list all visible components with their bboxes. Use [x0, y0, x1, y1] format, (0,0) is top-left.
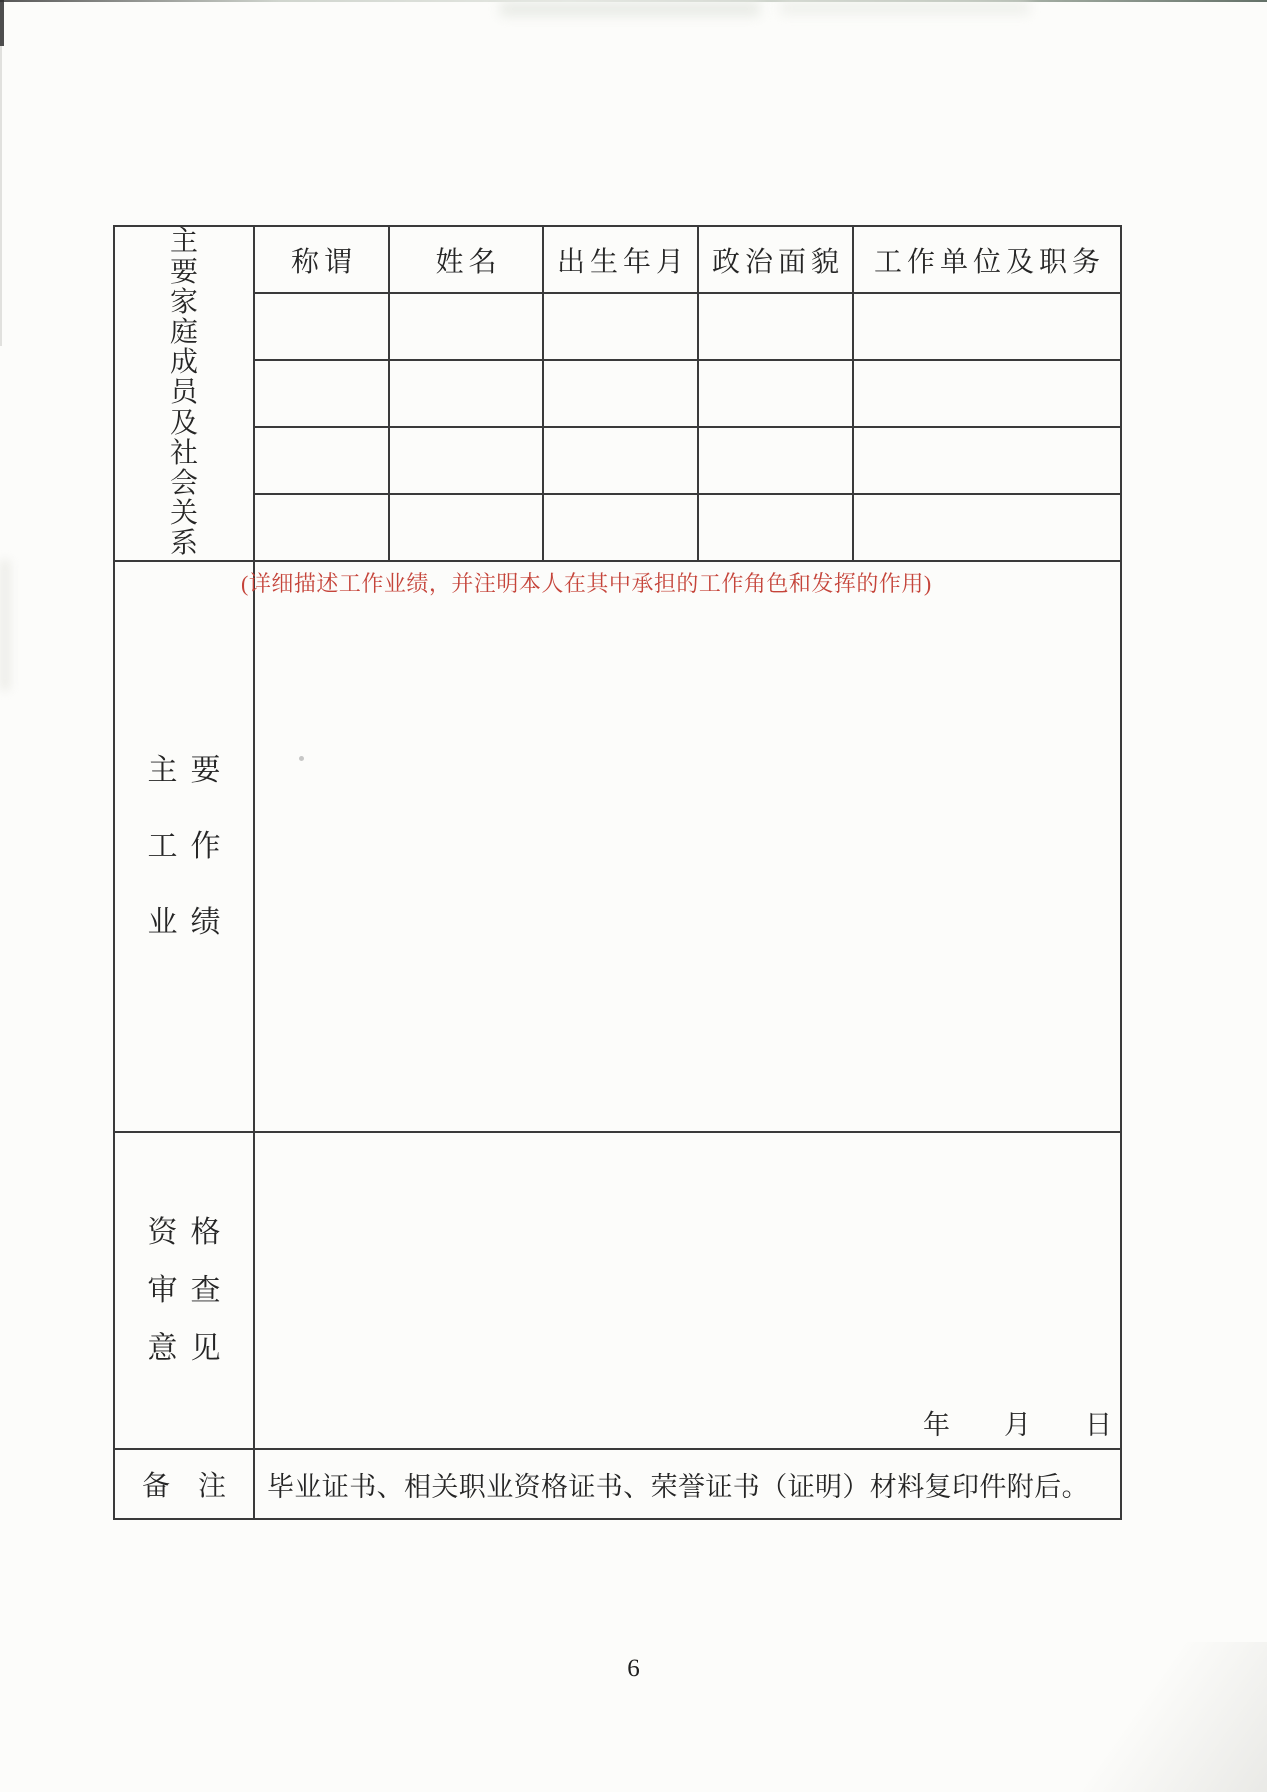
- form-table: [113, 225, 1122, 1520]
- family-section-label: 主要家庭成员及社会关系: [169, 226, 198, 560]
- family-table-cell: [854, 294, 1120, 361]
- review-section-label-line: 资格: [147, 1215, 234, 1249]
- family-table-cell: [544, 294, 699, 361]
- remarks-text: 毕业证书、相关职业资格证书、荣誉证书（证明）材料复印件附后。: [267, 1471, 1089, 1502]
- work-section-content-area: [241, 562, 1120, 1133]
- family-table-cell: [255, 361, 390, 428]
- work-section-label-cell: [115, 562, 255, 1133]
- scan-smudge: [780, 2, 1030, 14]
- work-section-label-line: 主要: [147, 753, 234, 787]
- family-table-cell: [390, 428, 544, 495]
- work-section-label-line: 工作: [147, 829, 234, 863]
- scan-left-edge-artifact: [0, 0, 4, 46]
- review-section-content-area: [255, 1133, 1120, 1450]
- family-table-cell: [854, 495, 1120, 562]
- review-section-label-cell: [115, 1133, 255, 1450]
- page-number: 6: [627, 1655, 640, 1682]
- remarks-content-cell: [255, 1450, 1120, 1518]
- family-col-header-workunit-position: 工作单位及职务: [854, 227, 1120, 294]
- remarks-label: 备 注: [141, 1471, 226, 1502]
- family-section-table: [255, 227, 1120, 562]
- family-col-header-name: 姓名: [390, 227, 544, 294]
- review-section-label-line: 审查: [147, 1273, 234, 1307]
- scan-smudge: [0, 560, 10, 690]
- family-section-label-cell: [115, 227, 255, 562]
- family-table-cell: [255, 294, 390, 361]
- family-col-header-relation: 称谓: [255, 227, 390, 294]
- family-table-cell: [699, 495, 854, 562]
- family-col-header-birthdate: 出生年月: [544, 227, 699, 294]
- family-table-cell: [854, 361, 1120, 428]
- family-table-cell: [854, 428, 1120, 495]
- family-table-cell: [544, 428, 699, 495]
- review-date-line: 年 月 日: [923, 1410, 1112, 1440]
- family-table-cell: [390, 361, 544, 428]
- family-col-header-political-status: 政治面貌: [699, 227, 854, 294]
- family-table-cell: [390, 294, 544, 361]
- scan-smudge: [500, 2, 760, 16]
- family-table-cell: [255, 428, 390, 495]
- family-table-cell: [255, 495, 390, 562]
- family-table-cell: [699, 428, 854, 495]
- work-section-label-line: 业绩: [147, 905, 234, 939]
- family-table-cell: [699, 361, 854, 428]
- family-table-cell: [390, 495, 544, 562]
- scan-left-edge-fade: [0, 46, 2, 346]
- family-table-cell: [544, 361, 699, 428]
- review-section-label-line: 意见: [147, 1331, 234, 1365]
- remarks-label-cell: [115, 1450, 255, 1518]
- work-section-red-hint: (详细描述工作业绩，并注明本人在其中承担的工作角色和发挥的作用): [241, 571, 932, 596]
- family-table-cell: [544, 495, 699, 562]
- family-table-cell: [699, 294, 854, 361]
